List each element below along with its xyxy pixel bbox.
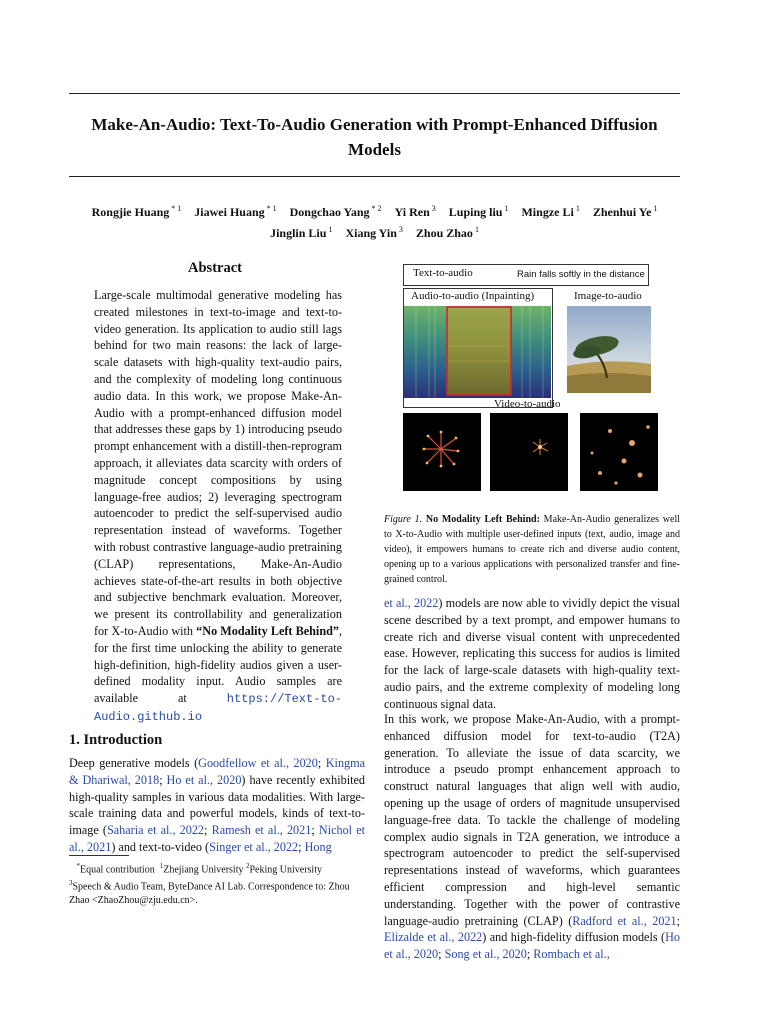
citation-link[interactable]: Kingma & Dhariwal, 2018 xyxy=(69,756,366,787)
image-to-audio-label: Image-to-audio xyxy=(574,290,642,302)
citation-link[interactable]: Nichol et al., 2021 xyxy=(69,823,366,854)
project-url-link[interactable]: https://Text-to-Audio.github.io xyxy=(94,692,342,724)
footnote-rule xyxy=(69,855,129,856)
top-rule xyxy=(69,93,680,94)
spectrogram-graphic xyxy=(404,306,551,398)
video-to-audio-label: Video-to-audio xyxy=(494,398,561,410)
footnote: *Equal contribution $^1$Zhejiang University $^2$Peking University $^3$Speech & Audio Team, ByteDance AI Lab. Correspondence to: Zhou Zhao <ZhaoZhou@zju.edu.cn>. xyxy=(69,862,350,906)
citation-link[interactable]: Elizalde et al., 2022 xyxy=(384,930,483,945)
citation-link[interactable]: Goodfellow et al., 2020 xyxy=(198,756,318,770)
audio-to-audio-label: Audio-to-audio (Inpainting) xyxy=(411,290,535,302)
abstract-heading: Abstract xyxy=(188,260,242,276)
author: Zhenhui Ye $^1$ xyxy=(592,204,658,219)
abstract-body: Large-scale multimodal generative modeling has created milestones in text-to-image and text-to-video generation. Its application to audio still lags behind for two main reasons: the lack of large-scale datasets with high-quality text-audio pairs, and the complexity of modeling long continuous audio data. In this work, we propose Make-An-Audio with a prompt-enhanced diffusion model that addresses these gaps by 1) introducing pseudo prompt enhancement with a distill-then-reprogram approach, it alleviates data scarcity with orders of magnitude concept compositions by using language-free audios; 2) leveraging spectrogram autoencoder to predict the self-supervised audio representation instead of waveforms. Together with robust contrastive language-audio pretraining (CLAP) representations, Make-An-Audio achieves state-of-the-art results in both objective and subjective benchmark evaluation. Moreover, we present its controllability and generalization for X-to-Audio with “No Modality Left Behind”, for the first time unlocking the ability to generate high-definition, high-fidelity audios given a user-defined modality input. Audio samples are available at https://Text-to-Audio.github.io xyxy=(94,288,343,724)
citation-link[interactable]: Hong xyxy=(304,839,332,854)
citation-link[interactable]: Song et al., 2020 xyxy=(444,947,527,962)
citation-link[interactable]: Singer et al., 2022 xyxy=(209,839,299,854)
fireworks-frame-2 xyxy=(490,413,568,491)
citation-link[interactable]: Saharia et al., 2022 xyxy=(106,823,205,838)
windswept-tree-image xyxy=(567,306,651,393)
citation-link[interactable]: Radford et al., 2021 xyxy=(572,913,677,928)
citation-link[interactable]: Ramesh et al., 2021 xyxy=(211,823,312,838)
author: Mingze Li $^1$ xyxy=(521,204,580,219)
author: Zhou Zhao $^1$ xyxy=(415,225,479,240)
citation-link[interactable]: Rombach et al., xyxy=(533,947,610,962)
intro-paragraph: Deep generative models (Goodfellow et al., 2020; Kingma & Dhariwal, 2018; Ho et al., 2020) have recently exhibited high-quality samples in various data modalities. With large-scale training data and powerful models, kinds of text-to-image (Saharia et al., 2022; Ramesh et al., 2021; Nichol et al., 2021) and text-to-video (Singer et al., 2022; Hong xyxy=(69,756,366,854)
tree-landscape-graphic xyxy=(567,306,651,393)
author: Yi Ren $^3$ xyxy=(394,204,436,219)
author-list xyxy=(69,200,680,242)
section-heading-introduction: 1. Introduction xyxy=(69,732,163,748)
fireworks-graphic-2 xyxy=(490,413,568,491)
spectrogram-image xyxy=(404,306,551,398)
fireworks-graphic-1 xyxy=(403,413,481,491)
paper-title: Make-An-Audio: Text-To-Audio Generation with Prompt-Enhanced Diffusion Models xyxy=(91,115,658,159)
author: Dongchao Yang $^{* 2}$ xyxy=(289,204,382,219)
author: Rongjie Huang $^{* 1}$ xyxy=(91,204,182,219)
text-prompt: Rain falls softly in the distance xyxy=(517,269,645,280)
citation-link[interactable]: et al., 2022 xyxy=(384,596,439,610)
citation-link[interactable]: Ho et al., 2020 xyxy=(166,772,242,787)
title-rule xyxy=(69,176,680,177)
author: Jiawei Huang $^{* 1}$ xyxy=(194,204,277,219)
text-to-audio-label: Text-to-audio xyxy=(413,267,473,279)
author: Jinglin Liu $^1$ xyxy=(270,225,333,240)
figure-caption: Figure 1. No Modality Left Behind: Make-An-Audio generalizes well to X-to-Audio with multiple user-defined inputs (text, audio, image and video), it empowers humans to create rich and diverse audio content, opening up to a various applications with personalized transfer and fine-grained control. xyxy=(384,514,681,585)
fireworks-graphic-3 xyxy=(580,413,658,491)
citation-link[interactable]: Ho et al., 2020 xyxy=(384,930,680,962)
fireworks-frame-3 xyxy=(580,413,658,491)
right-column-paragraph-2: In this work, we propose Make-An-Audio, with a prompt-enhanced diffusion model for text-to-audio (T2A) generation. To alleviate the issue of data scarcity, we introduce a pseudo prompt enhancement approach to construct natural languages that align well with audio, opening up the usage of orders of magnitude unsupervised language-free data. To tackle the challenge of modeling complex audio signals in T2A generation, we introduce a spectrogram autoencoder to predict the self-supervised representations instead of waveforms, which guarantees efficient compression and high-level semantic understanding. Together with the power of contrastive language-audio pretraining (CLAP) (Radford et al., 2021; Elizalde et al., 2022) and high-fidelity diffusion models (Ho et al., 2020; Song et al., 2020; Rombach et al., xyxy=(384,712,680,962)
right-column-paragraph-1: et al., 2022) models are now able to vividly depict the visual scene described by a text prompt, and empower humans to create rich and diverse visual content with unprecedented ease. However, replicating this success for audios is limited for the lack of large-scale datasets with high-quality text-audio pairs, and the extreme complexity of modeling long continuous signal data. xyxy=(384,596,680,711)
fireworks-frame-1 xyxy=(403,413,481,491)
author: Xiang Yin $^3$ xyxy=(345,225,403,240)
author: Luping liu $^1$ xyxy=(448,204,509,219)
